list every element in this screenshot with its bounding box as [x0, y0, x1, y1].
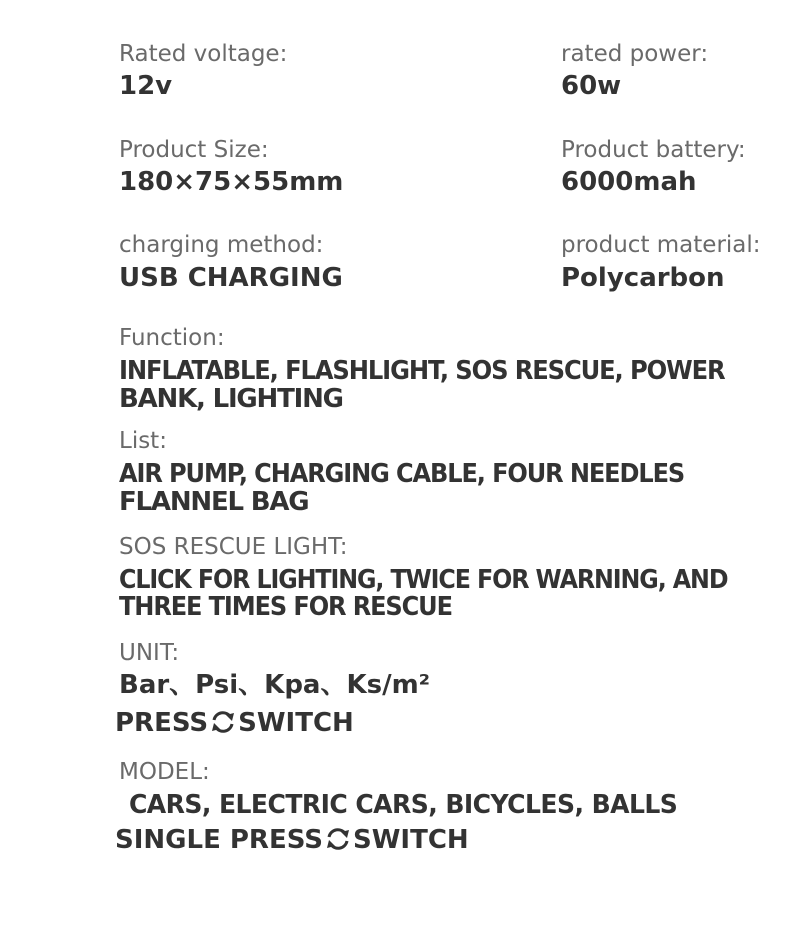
function-line-1: INFLATABLE, FLASHLIGHT, SOS RESCUE, POWER: [119, 356, 725, 386]
sos-line-2: THREE TIMES FOR RESCUE: [119, 592, 452, 622]
list-line-2: FLANNEL BAG: [119, 487, 309, 517]
rated-power-label: rated power:: [561, 41, 709, 67]
unit-label: UNIT:: [119, 640, 180, 666]
product-battery-label: Product battery:: [561, 137, 746, 163]
model-press-text: SINGLE PRESS: [115, 825, 323, 855]
product-size-value: 180×75×55mm: [119, 167, 344, 197]
sos-line-1: CLICK FOR LIGHTING, TWICE FOR WARNING, AND: [119, 565, 728, 595]
function-line-2: BANK, LIGHTING: [119, 384, 343, 414]
model-switch-text: SWITCH: [353, 825, 469, 855]
list-line-1: AIR PUMP, CHARGING CABLE, FOUR NEEDLES: [119, 459, 685, 489]
unit-press-switch: [115, 707, 354, 739]
model-label: MODEL:: [119, 759, 210, 785]
model-values: CARS, ELECTRIC CARS, BICYCLES, BALLS: [128, 790, 678, 820]
function-label: Function:: [119, 325, 225, 351]
cycle-arrows-icon: [209, 708, 237, 736]
cycle-arrows-icon: [324, 825, 352, 853]
model-press-switch: [115, 824, 469, 856]
list-label: List:: [119, 428, 167, 454]
unit-values: Bar、Psi、Kpa、Ks/m²: [119, 670, 431, 700]
unit-switch-text: SWITCH: [238, 708, 354, 738]
rated-voltage-value: 12v: [119, 71, 173, 101]
rated-voltage-label: Rated voltage:: [119, 41, 288, 67]
product-battery-value: 6000mah: [561, 167, 697, 197]
charging-method-value: USB CHARGING: [119, 263, 343, 293]
charging-method-label: charging method:: [119, 232, 324, 258]
product-material-label: product material:: [561, 232, 761, 258]
unit-press-text: PRESS: [115, 708, 209, 738]
product-material-value: Polycarbon: [561, 263, 725, 293]
product-size-label: Product Size:: [119, 137, 269, 163]
sos-label: SOS RESCUE LIGHT:: [119, 534, 348, 560]
rated-power-value: 60w: [561, 71, 622, 101]
